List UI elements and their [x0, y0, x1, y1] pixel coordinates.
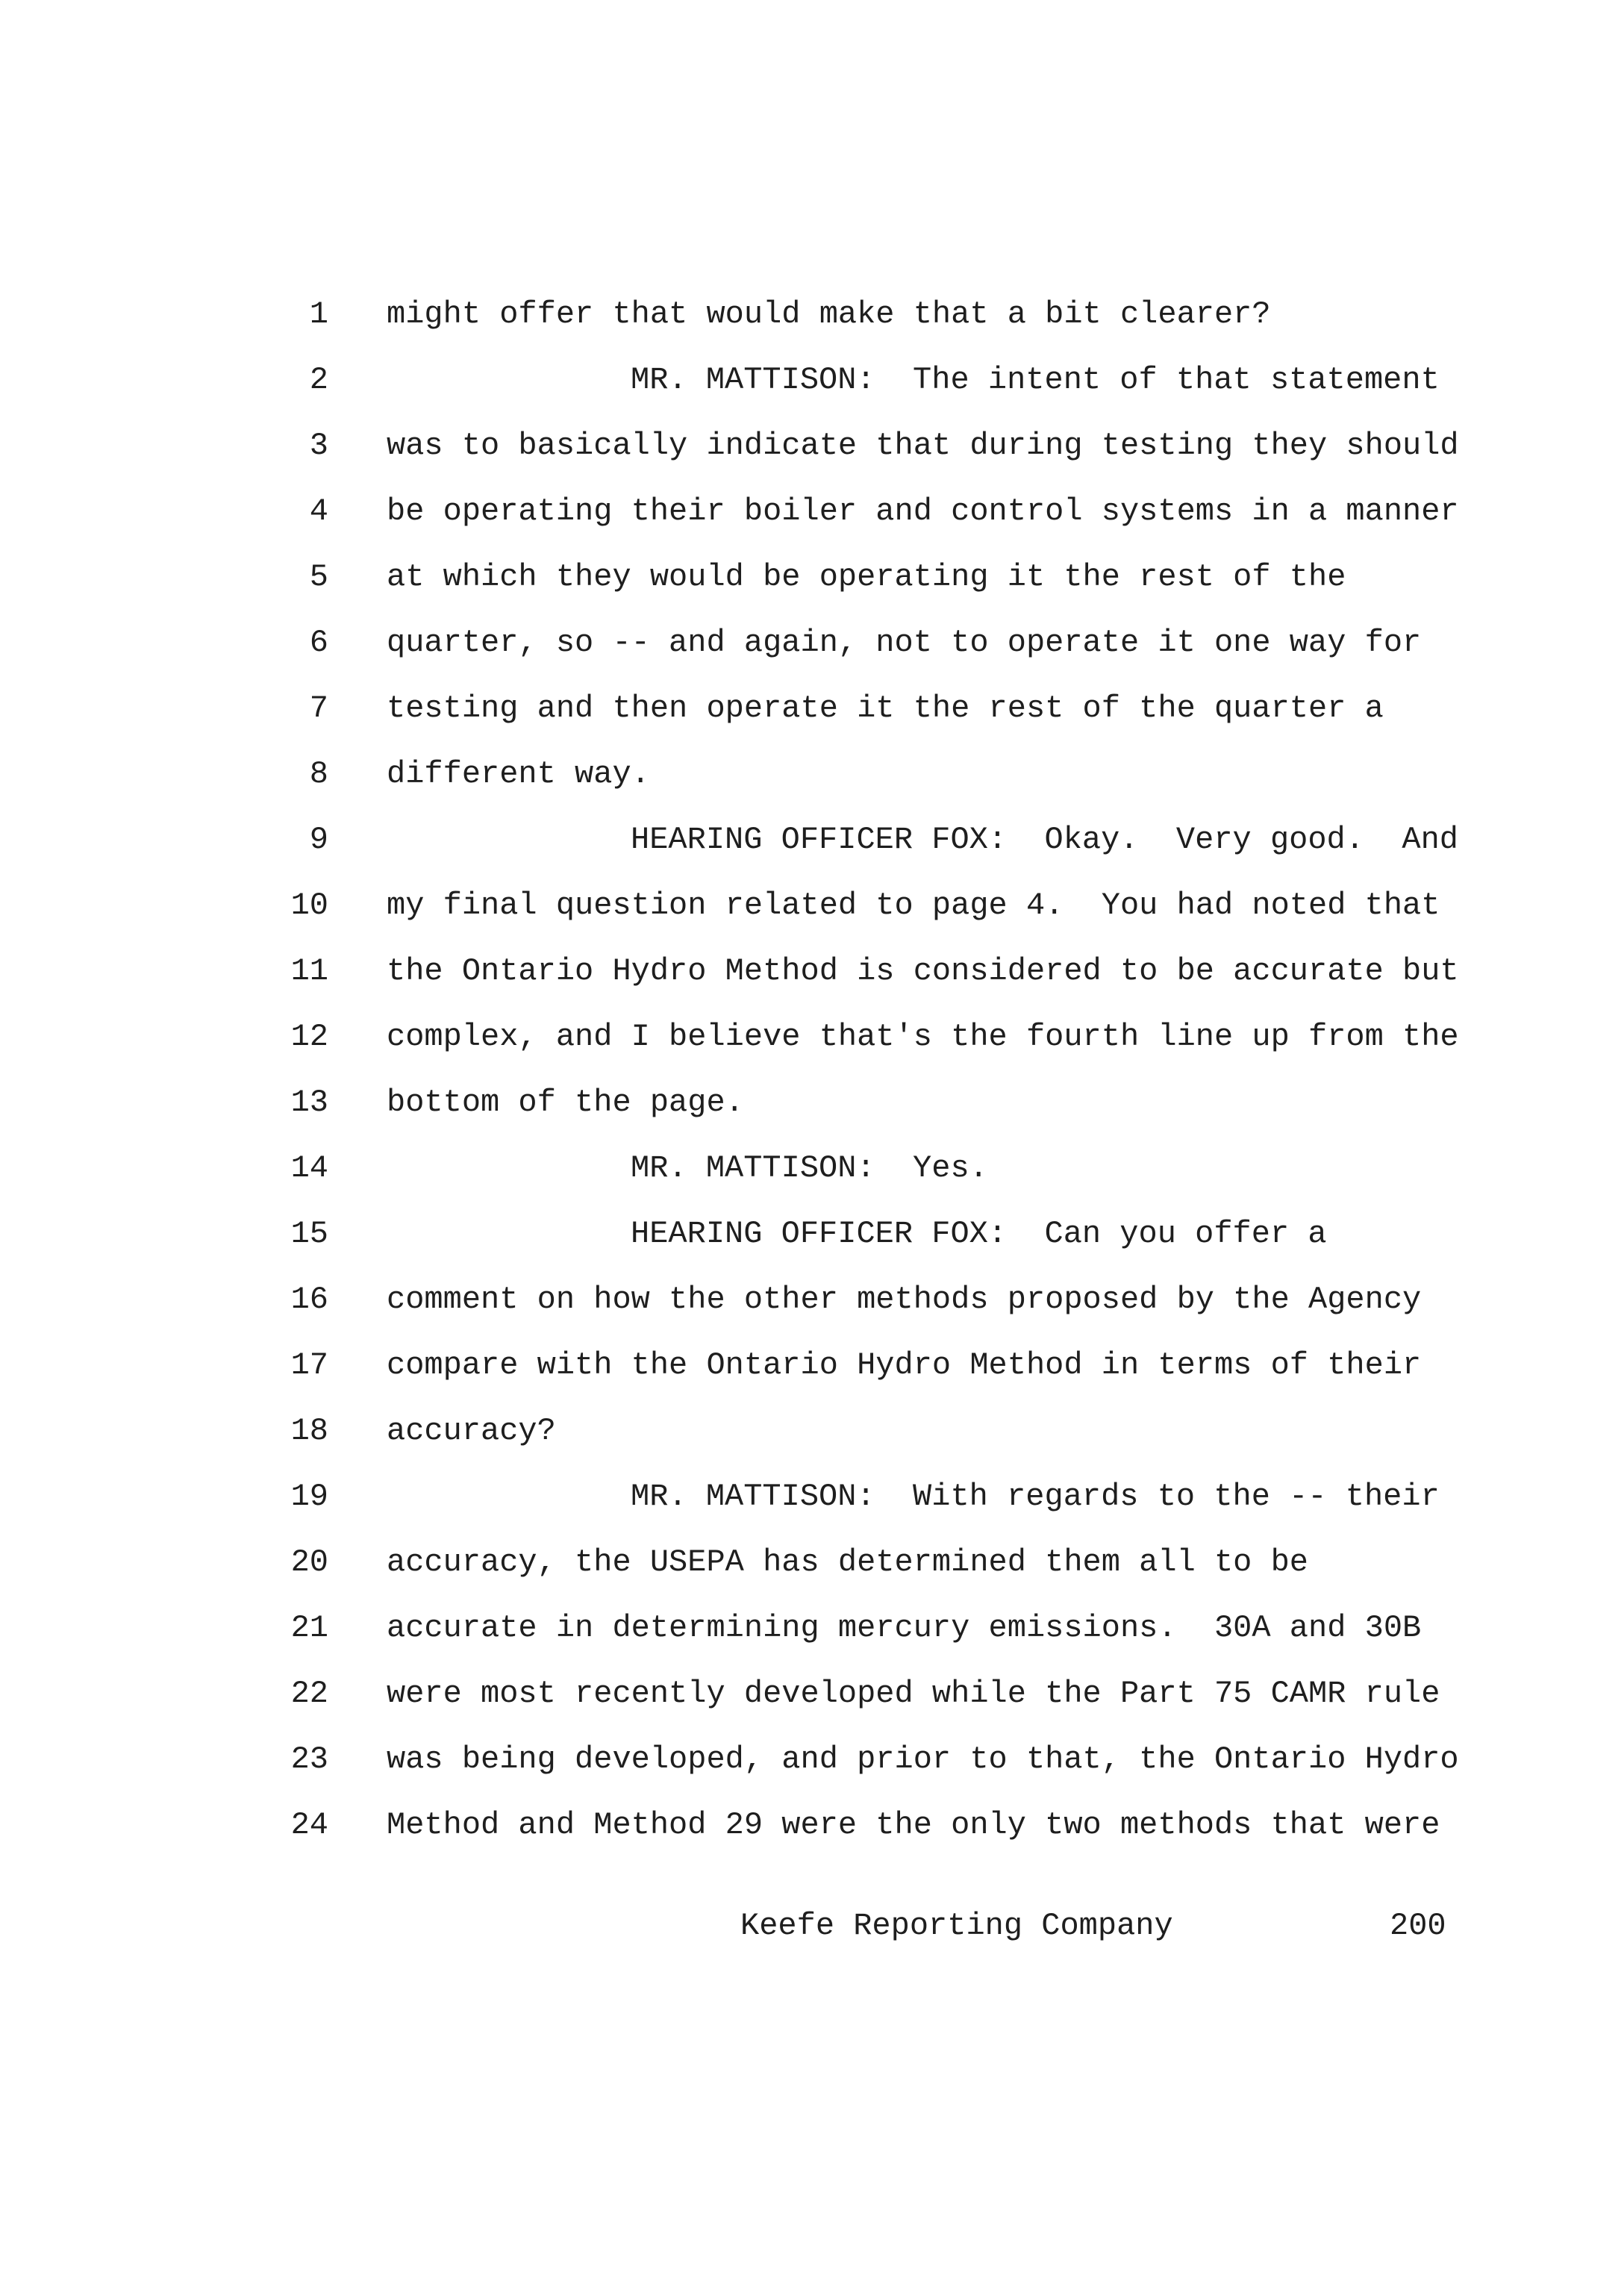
- line-text: comment on how the other methods proposed by the Agency: [387, 1282, 1422, 1317]
- transcript-line: [0, 873, 1624, 938]
- line-number: 15: [290, 1216, 328, 1252]
- line-text: accuracy?: [387, 1413, 556, 1449]
- speaker-line-text: MR. MATTISON: The intent of that statement: [631, 362, 1440, 398]
- transcript-line: [0, 1267, 1624, 1332]
- line-number: 5: [309, 559, 328, 595]
- transcript-line: [0, 1464, 1624, 1529]
- line-text: bottom of the page.: [387, 1085, 744, 1120]
- line-text: accuracy, the USEPA has determined them all to be: [387, 1544, 1309, 1580]
- line-number: 4: [309, 493, 328, 529]
- line-number: 6: [309, 625, 328, 661]
- transcript-line: [0, 1332, 1624, 1398]
- line-text: accurate in determining mercury emissions. 30A and 30B: [387, 1610, 1422, 1646]
- transcript-line: [0, 413, 1624, 478]
- line-text: testing and then operate it the rest of the quarter a: [387, 690, 1384, 726]
- line-number: 18: [290, 1413, 328, 1449]
- line-text: complex, and I believe that's the fourth line up from the: [387, 1019, 1459, 1055]
- transcript-line: [0, 1070, 1624, 1135]
- line-number: 1: [309, 296, 328, 332]
- line-number: 21: [290, 1610, 328, 1646]
- transcript-line: [0, 1595, 1624, 1661]
- speaker-line-text: MR. MATTISON: Yes.: [631, 1150, 988, 1186]
- transcript-line: [0, 1398, 1624, 1464]
- transcript-line: [0, 1135, 1624, 1201]
- transcript-line: [0, 807, 1624, 873]
- line-text: the Ontario Hydro Method is considered to be accurate but: [387, 953, 1459, 989]
- transcript-line: [0, 1201, 1624, 1267]
- transcript-line: [0, 281, 1624, 347]
- line-number: 10: [290, 887, 328, 923]
- line-number: 23: [290, 1741, 328, 1777]
- transcript-line: [0, 347, 1624, 413]
- line-number: 13: [290, 1085, 328, 1120]
- line-text: were most recently developed while the Part 75 CAMR rule: [387, 1676, 1440, 1712]
- line-number: 12: [290, 1019, 328, 1055]
- page-footer: [0, 1893, 1624, 1959]
- line-number: 9: [309, 822, 328, 858]
- line-number: 14: [290, 1150, 328, 1186]
- transcript-line: [0, 1726, 1624, 1792]
- line-number: 8: [309, 756, 328, 792]
- line-text: my final question related to page 4. You had noted that: [387, 887, 1440, 923]
- transcript-line: [0, 478, 1624, 544]
- line-text: was to basically indicate that during testing they should: [387, 428, 1459, 464]
- line-text: different way.: [387, 756, 650, 792]
- transcript-line: [0, 676, 1624, 741]
- transcript-line: [0, 741, 1624, 807]
- transcript-line: [0, 1529, 1624, 1595]
- line-text: might offer that would make that a bit clearer?: [387, 296, 1271, 332]
- line-number: 11: [290, 953, 328, 989]
- line-number: 19: [290, 1479, 328, 1514]
- line-number: 3: [309, 428, 328, 464]
- line-number: 17: [290, 1347, 328, 1383]
- transcript-line: [0, 1004, 1624, 1070]
- transcript-line: [0, 610, 1624, 676]
- line-text: be operating their boiler and control systems in a manner: [387, 493, 1459, 529]
- line-text: quarter, so -- and again, not to operate it one way for: [387, 625, 1422, 661]
- speaker-line-text: MR. MATTISON: With regards to the -- their: [631, 1479, 1440, 1514]
- line-number: 7: [309, 690, 328, 726]
- reporting-company-name: Keefe Reporting Company: [740, 1908, 1173, 1944]
- line-number: 20: [290, 1544, 328, 1580]
- page-number: 200: [1390, 1908, 1446, 1944]
- line-text: was being developed, and prior to that, the Ontario Hydro: [387, 1741, 1459, 1777]
- transcript-line: [0, 1661, 1624, 1726]
- speaker-line-text: HEARING OFFICER FOX: Can you offer a: [631, 1216, 1327, 1252]
- line-text: compare with the Ontario Hydro Method in terms of their: [387, 1347, 1422, 1383]
- line-number: 2: [309, 362, 328, 398]
- line-number: 16: [290, 1282, 328, 1317]
- speaker-line-text: HEARING OFFICER FOX: Okay. Very good. And: [631, 822, 1458, 858]
- transcript-line: [0, 1792, 1624, 1858]
- transcript-line: [0, 544, 1624, 610]
- transcript-body: [0, 281, 1624, 1858]
- transcript-line: [0, 938, 1624, 1004]
- line-text: at which they would be operating it the rest of the: [387, 559, 1346, 595]
- line-number: 22: [290, 1676, 328, 1712]
- line-text: Method and Method 29 were the only two methods that were: [387, 1807, 1440, 1843]
- line-number: 24: [290, 1807, 328, 1843]
